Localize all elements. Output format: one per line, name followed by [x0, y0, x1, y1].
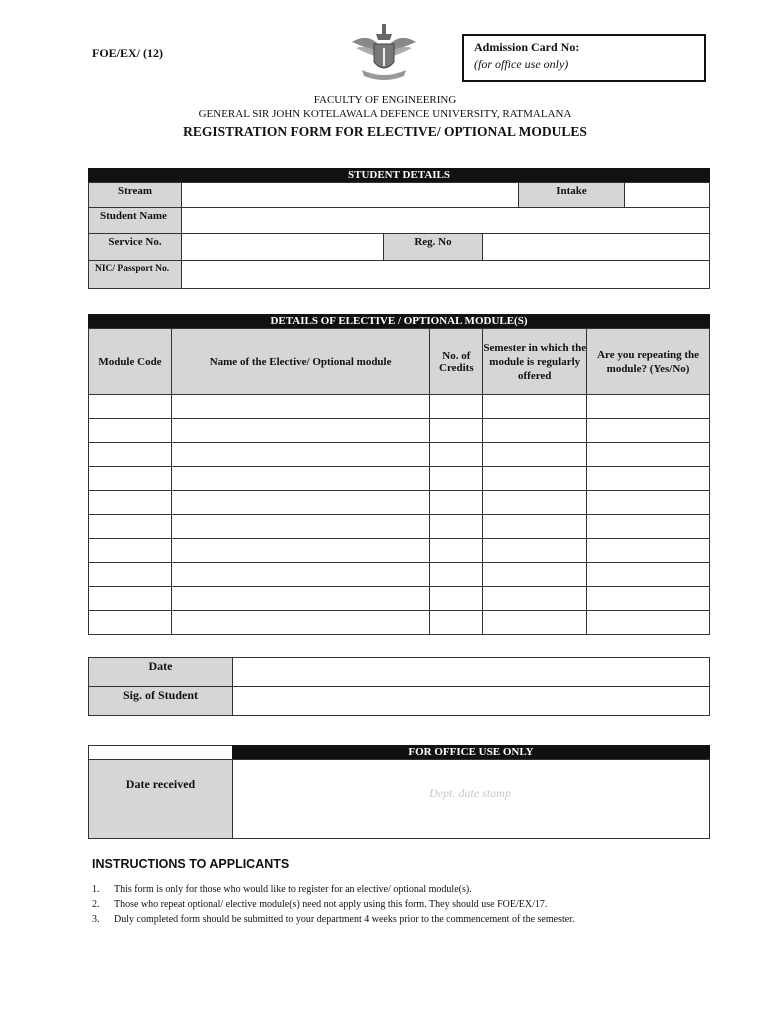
module-code-field[interactable]: [89, 563, 172, 587]
university-crest-icon: [350, 22, 418, 84]
intake-field[interactable]: [624, 182, 710, 208]
instruction-number: 1.: [92, 884, 100, 895]
module-code-field[interactable]: [89, 491, 172, 515]
service-no-label: Service No.: [88, 233, 182, 261]
intake-label: Intake: [518, 182, 625, 208]
module-code-field[interactable]: [89, 467, 172, 491]
faculty-name: FACULTY OF ENGINEERING: [313, 94, 457, 106]
service-no-field[interactable]: [181, 233, 384, 261]
semester-field[interactable]: [483, 491, 587, 515]
admission-card-note: (for office use only): [474, 57, 569, 71]
module-row: [89, 491, 710, 515]
reg-no-label: Reg. No: [383, 233, 483, 261]
date-field[interactable]: [232, 657, 710, 687]
nic-label: NIC/ Passport No.: [88, 260, 182, 289]
module-name-field[interactable]: [171, 443, 429, 467]
module-name-field[interactable]: [171, 419, 429, 443]
modules-heading: DETAILS OF ELECTIVE / OPTIONAL MODULE(S): [88, 314, 710, 328]
nic-field[interactable]: [181, 260, 710, 289]
office-heading: FOR OFFICE USE ONLY: [232, 745, 710, 759]
module-name-field[interactable]: [171, 587, 429, 611]
module-code-field[interactable]: [89, 395, 172, 419]
repeating-field[interactable]: [587, 539, 710, 563]
stream-field[interactable]: [181, 182, 519, 208]
semester-field[interactable]: [483, 395, 587, 419]
modules-header-row: [89, 329, 710, 395]
instruction-text: This form is only for those who would like to register for an elective/ optional module(s).: [114, 884, 472, 895]
instructions-title: INSTRUCTIONS TO APPLICANTS: [92, 857, 290, 871]
dept-stamp-placeholder: Dept. date stamp: [429, 786, 511, 800]
credits-field[interactable]: [430, 539, 483, 563]
module-row: [89, 419, 710, 443]
repeating-field[interactable]: [587, 467, 710, 491]
semester-field[interactable]: [483, 539, 587, 563]
col-module-code: Module Code: [89, 329, 172, 395]
instruction-item: [92, 882, 574, 897]
instruction-number: 2.: [92, 899, 100, 910]
module-row: [89, 611, 710, 635]
col-semester: Semester in which the module is regularly offered: [483, 329, 587, 395]
student-details-heading: STUDENT DETAILS: [88, 168, 710, 182]
repeating-field[interactable]: [587, 587, 710, 611]
module-row: [89, 539, 710, 563]
module-row: [89, 395, 710, 419]
module-row: [89, 563, 710, 587]
repeating-field[interactable]: [587, 515, 710, 539]
admission-card-label: Admission Card No:: [474, 40, 580, 54]
repeating-field[interactable]: [587, 395, 710, 419]
student-name-label: Student Name: [88, 207, 182, 234]
col-repeating: Are you repeating the module? (Yes/No): [587, 329, 710, 395]
repeating-field[interactable]: [587, 563, 710, 587]
credits-field[interactable]: [430, 563, 483, 587]
semester-field[interactable]: [483, 419, 587, 443]
semester-field[interactable]: [483, 515, 587, 539]
module-name-field[interactable]: [171, 515, 429, 539]
repeating-field[interactable]: [587, 443, 710, 467]
date-received-label: Date received: [88, 759, 233, 839]
module-name-field[interactable]: [171, 491, 429, 515]
student-name-field[interactable]: [181, 207, 710, 234]
semester-field[interactable]: [483, 611, 587, 635]
credits-field[interactable]: [430, 515, 483, 539]
modules-table: [88, 328, 710, 635]
credits-field[interactable]: [430, 419, 483, 443]
form-code: FOE/EX/ (12): [92, 46, 163, 60]
credits-field[interactable]: [430, 467, 483, 491]
date-label: Date: [88, 657, 233, 687]
signature-label: Sig. of Student: [88, 686, 233, 716]
module-name-field[interactable]: [171, 539, 429, 563]
university-name: GENERAL SIR JOHN KOTELAWALA DEFENCE UNIVERSITY, RATMALANA: [198, 108, 572, 120]
signature-field[interactable]: [232, 686, 710, 716]
module-code-field[interactable]: [89, 611, 172, 635]
credits-field[interactable]: [430, 443, 483, 467]
module-name-field[interactable]: [171, 563, 429, 587]
instruction-item: [92, 897, 574, 912]
semester-field[interactable]: [483, 563, 587, 587]
module-row: [89, 443, 710, 467]
module-code-field[interactable]: [89, 443, 172, 467]
module-row: [89, 587, 710, 611]
office-heading-spacer: [88, 745, 233, 760]
semester-field[interactable]: [483, 467, 587, 491]
repeating-field[interactable]: [587, 491, 710, 515]
credits-field[interactable]: [430, 491, 483, 515]
instruction-number: 3.: [92, 914, 100, 925]
instruction-text: Duly completed form should be submitted to your department 4 weeks prior to the commencement of the semester.: [114, 914, 575, 925]
repeating-field[interactable]: [587, 419, 710, 443]
instructions-list: [92, 882, 574, 927]
module-row: [89, 467, 710, 491]
col-credits: No. of Credits: [430, 329, 483, 395]
stream-label: Stream: [88, 182, 182, 208]
credits-field[interactable]: [430, 395, 483, 419]
reg-no-field[interactable]: [482, 233, 710, 261]
credits-field[interactable]: [430, 611, 483, 635]
module-name-field[interactable]: [171, 611, 429, 635]
semester-field[interactable]: [483, 587, 587, 611]
module-code-field[interactable]: [89, 419, 172, 443]
module-name-field[interactable]: [171, 395, 429, 419]
repeating-field[interactable]: [587, 611, 710, 635]
module-row: [89, 515, 710, 539]
instruction-text: Those who repeat optional/ elective module(s) need not apply using this form. They should use FOE/EX/17.: [114, 899, 548, 910]
module-code-field[interactable]: [89, 515, 172, 539]
col-module-name: Name of the Elective/ Optional module: [171, 329, 429, 395]
instruction-item: [92, 912, 574, 927]
module-name-field[interactable]: [171, 467, 429, 491]
semester-field[interactable]: [483, 443, 587, 467]
credits-field[interactable]: [430, 587, 483, 611]
form-title: REGISTRATION FORM FOR ELECTIVE/ OPTIONAL MODULES: [183, 124, 587, 139]
module-code-field[interactable]: [89, 587, 172, 611]
admission-card-box[interactable]: [462, 34, 706, 82]
module-code-field[interactable]: [89, 539, 172, 563]
